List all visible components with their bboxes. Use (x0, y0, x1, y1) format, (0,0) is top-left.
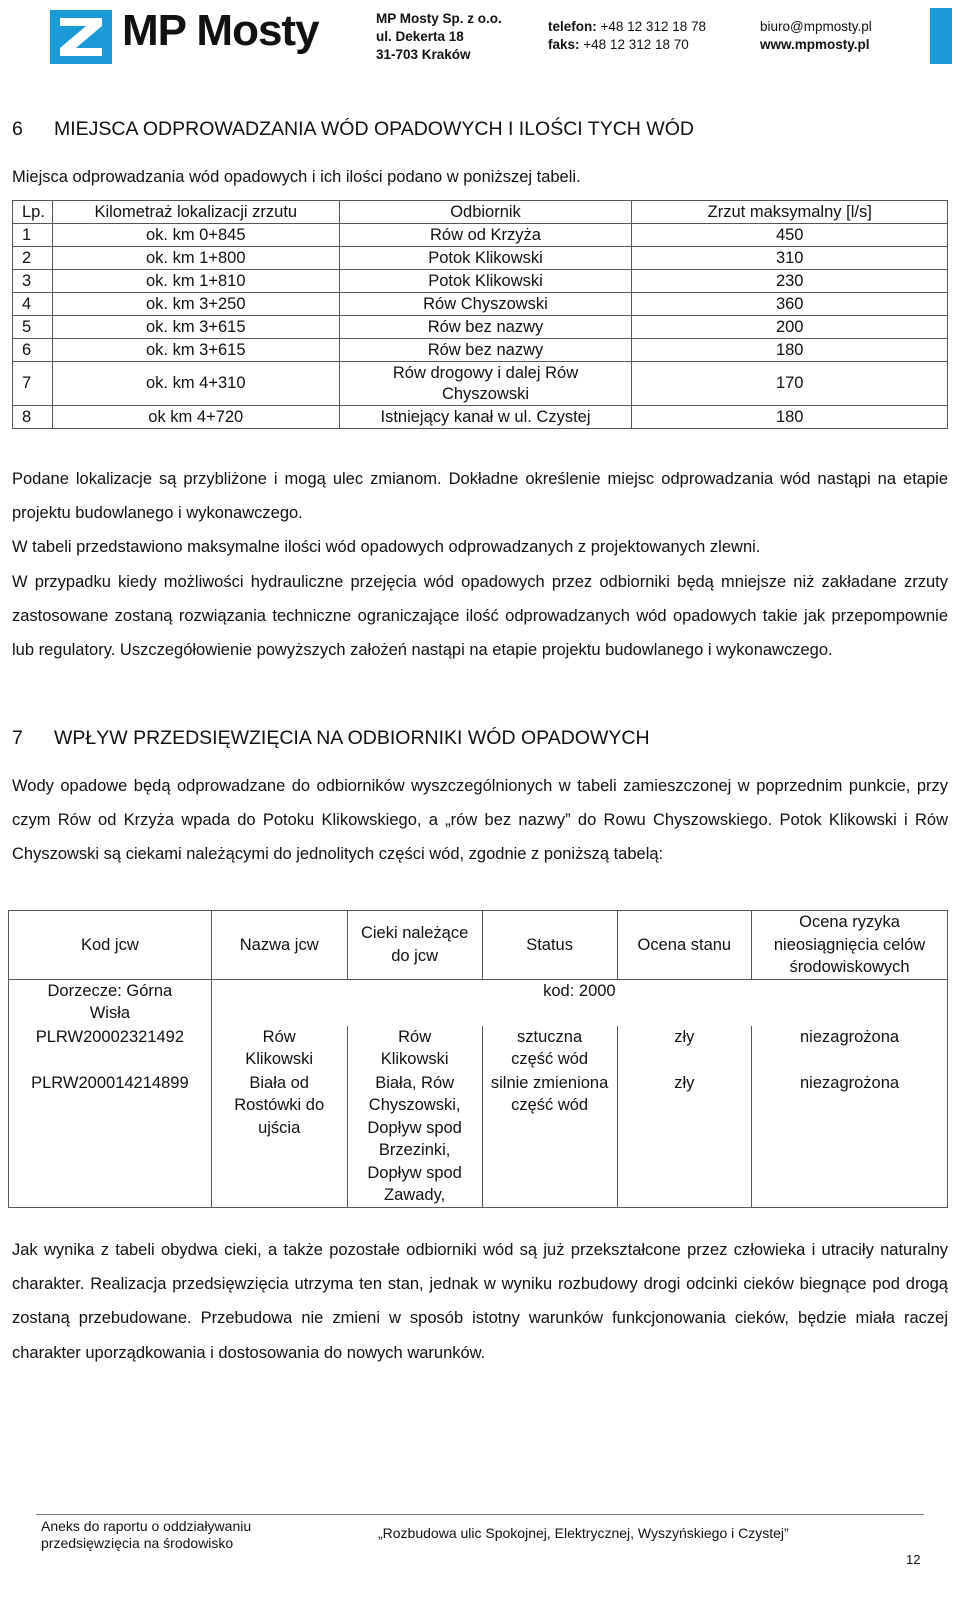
cell-discharge: 200 (632, 316, 948, 339)
cell-location: ok. km 0+845 (52, 224, 339, 247)
cell-streams (347, 1072, 482, 1208)
cell-basin-code: kod: 2000 (211, 979, 947, 1026)
conclusion-text: Jak wynika z tabeli obydwa cieki, a także pozostałe odbiorniki wód są już przekształcone przez człowieka i utraciły naturalny charakter. Realizacja przedsięwzięcia utrzyma ten stan, jednak w wyniku rozbudowy drogi odcinki cieków biegnące pod drogą zostaną przebudowane. Przebudowa nie zmieni w sposób istotny warunków funkcjonowania cieków, będzie miała raczej charakter uporządkowania i dostosowania do nowych warunków. (12, 1241, 948, 1362)
section-7-intro-text: Wody opadowe będą odprowadzane do odbiorników wyszczególnionych w tabeli zamieszczonej w poprzednim punkcie, przy czym Rów od Krzyża wpada do Potoku Klikowskiego, a „rów bez nazwy” do Rowu Chyszowskiego. Potok Klikowski i Rów Chyszowski są ciekami należącymi do jednolitych części wód, zgodnie z poniższą tabelą: (12, 777, 948, 864)
note-locations: Podane lokalizacje są przybliżone i mogą ulec zmianom. Dokładne określenie miejsc odprowadzania wód nastąpi na etapie projektu budowlanego i wykonawczego. (12, 470, 948, 523)
section-7-number: 7 (12, 727, 23, 749)
cell-location: ok km 4+720 (52, 406, 339, 429)
header-condition: Ocena stanu (617, 911, 752, 980)
cell-status (482, 1072, 617, 1208)
letterhead (0, 0, 960, 72)
table-row (13, 293, 948, 316)
header-receiver: Odbiornik (339, 201, 632, 224)
cell-condition: zły (617, 1026, 752, 1072)
cell-lp: 8 (13, 406, 53, 429)
footer-left-line-2: przedsięwzięcia na środowisko (41, 1535, 234, 1551)
cell-discharge: 170 (632, 362, 948, 406)
cell-lp: 1 (13, 224, 53, 247)
cell-code: PLRW20002321492 (9, 1026, 212, 1072)
phone-label: telefon: (548, 19, 597, 34)
header-name: Nazwa jcw (211, 911, 347, 980)
cell-lp: 7 (13, 362, 53, 406)
water-bodies-table (8, 910, 948, 1208)
table-row (13, 406, 948, 429)
cell-code: PLRW200014214899 (9, 1072, 212, 1208)
header-location: Kilometraż lokalizacji zrzutu (52, 201, 339, 224)
company-city: 31-703 Kraków (376, 47, 471, 62)
table-row (13, 339, 948, 362)
note-hydraulic: W przypadku kiedy możliwości hydrauliczne przejęcia wód opadowych przez odbiorniki będą mniejsze niż zakładane zrzuty zastosowane zostaną rozwiązania techniczne ograniczające ilość odprowadzanych wód opadowych takie jak przepompownie lub regulatory. Uszczegółowienie powyższych założeń nastąpi na etapie projektu budowlanego i wykonawczego. (12, 572, 948, 660)
cell-lp: 4 (13, 293, 53, 316)
section-6-number: 6 (12, 118, 23, 140)
logo-text: MP Mosty (122, 6, 319, 55)
table-header-row (9, 911, 948, 980)
cell-receiver: Rów bez nazwy (339, 316, 632, 339)
table-row (9, 1026, 948, 1072)
cell-lp: 6 (13, 339, 53, 362)
footer-divider (36, 1514, 924, 1515)
cell-location: ok. km 3+615 (52, 339, 339, 362)
header-code: Kod jcw (9, 911, 212, 980)
fax-number: +48 12 312 18 70 (583, 37, 689, 52)
cell-risk: niezagrożona (752, 1026, 948, 1072)
cell-streams-text: Biała, Rów Chyszowski, Dopływ spod Brzezinki, Dopływ spod Zawady, (367, 1073, 462, 1204)
cell-receiver: Istniejący kanał w ul. Czystej (339, 406, 632, 429)
cell-lp: 2 (13, 247, 53, 270)
cell-location: ok. km 1+810 (52, 270, 339, 293)
contact-phones (548, 18, 706, 54)
cell-receiver: Potok Klikowski (339, 247, 632, 270)
section-6-heading (12, 118, 694, 141)
contact-web (760, 18, 872, 54)
cell-discharge: 310 (632, 247, 948, 270)
basin-label: Dorzecze: Górna Wisła (47, 981, 173, 1022)
discharge-points-table (12, 200, 948, 429)
table-header-row (13, 201, 948, 224)
header-status: Status (482, 911, 617, 980)
cell-discharge: 360 (632, 293, 948, 316)
cell-status (482, 1026, 617, 1072)
footer-left-line-1: Aneks do raportu o oddziaływaniu (41, 1518, 252, 1534)
cell-lp: 3 (13, 270, 53, 293)
table-row (9, 1072, 948, 1208)
header-accent-bar (930, 8, 952, 64)
fax-label: faks: (548, 37, 580, 52)
company-address (376, 10, 502, 64)
cell-discharge: 230 (632, 270, 948, 293)
cell-name (211, 1072, 347, 1208)
cell-receiver: Potok Klikowski (339, 270, 632, 293)
cell-receiver: Rów Chyszowski (339, 293, 632, 316)
header-streams (347, 911, 482, 980)
header-risk-text: Ocena ryzyka nieosiągnięcia celów środowiskowych (773, 913, 926, 976)
header-max-discharge: Zrzut maksymalny [l/s] (632, 201, 948, 224)
cell-status-text: silnie zmieniona część wód (490, 1073, 609, 1114)
footer-report-title (41, 1518, 251, 1552)
page-number: 12 (906, 1552, 921, 1567)
cell-name-text: Biała od Rostówki do ujścia (234, 1073, 325, 1137)
section-6-intro-text: Miejsca odprowadzania wód opadowych i ich ilości podano w poniższej tabeli. (12, 168, 581, 186)
cell-location: ok. km 1+800 (52, 247, 339, 270)
cell-receiver: Rów od Krzyża (339, 224, 632, 247)
header-risk (752, 911, 948, 980)
cell-receiver-text: Rów drogowy i dalej Rów Chyszowski (392, 363, 579, 403)
cell-basin (9, 979, 212, 1026)
cell-status-text: sztuczna część wód (511, 1027, 589, 1068)
section-6-title: MIEJSCA ODPROWADZANIA WÓD OPADOWYCH I ILOŚCI TYCH WÓD (54, 118, 694, 140)
cell-location: ok. km 4+310 (52, 362, 339, 406)
table-row (13, 247, 948, 270)
cell-name-text: Rów Klikowski (245, 1027, 314, 1068)
cell-risk: niezagrożona (752, 1072, 948, 1208)
section-7-heading (12, 727, 650, 750)
cell-discharge: 450 (632, 224, 948, 247)
section-7-intro (12, 769, 948, 872)
table-row (13, 224, 948, 247)
cell-condition: zły (617, 1072, 752, 1208)
cell-discharge: 180 (632, 339, 948, 362)
cell-receiver: Rów bez nazwy (339, 339, 632, 362)
cell-lp: 5 (13, 316, 53, 339)
cell-streams-text: Rów Klikowski (380, 1027, 449, 1068)
cell-streams (347, 1026, 482, 1072)
section-6-notes (12, 462, 948, 667)
cell-discharge: 180 (632, 406, 948, 429)
basin-row (9, 979, 948, 1026)
section-6-intro (12, 160, 948, 194)
cell-name (211, 1026, 347, 1072)
table-row (13, 362, 948, 406)
header-lp: Lp. (13, 201, 53, 224)
cell-location: ok. km 3+250 (52, 293, 339, 316)
phone-number: +48 12 312 18 78 (600, 19, 706, 34)
table-row (13, 316, 948, 339)
company-street: ul. Dekerta 18 (376, 29, 464, 44)
table-row (13, 270, 948, 293)
company-name: MP Mosty Sp. z o.o. (376, 11, 502, 26)
email-link[interactable]: biuro@mpmosty.pl (760, 19, 872, 34)
section-7-title: WPŁYW PRZEDSIĘWZIĘCIA NA ODBIORNIKI WÓD OPADOWYCH (54, 727, 650, 749)
header-streams-text: Cieki należące do jcw (360, 924, 469, 965)
section-7-conclusion (12, 1233, 948, 1370)
note-max-discharge: W tabeli przedstawiono maksymalne ilości wód opadowych odprowadzanych z projektowanych zlewni. (12, 538, 761, 557)
cell-receiver (339, 362, 632, 406)
footer-project-title: „Rozbudowa ulic Spokojnej, Elektrycznej, Wyszyńskiego i Czystej” (378, 1525, 789, 1541)
website-link[interactable]: www.mpmosty.pl (760, 37, 870, 52)
cell-location: ok. km 3+615 (52, 316, 339, 339)
mp-mosty-logo-icon (50, 10, 112, 64)
